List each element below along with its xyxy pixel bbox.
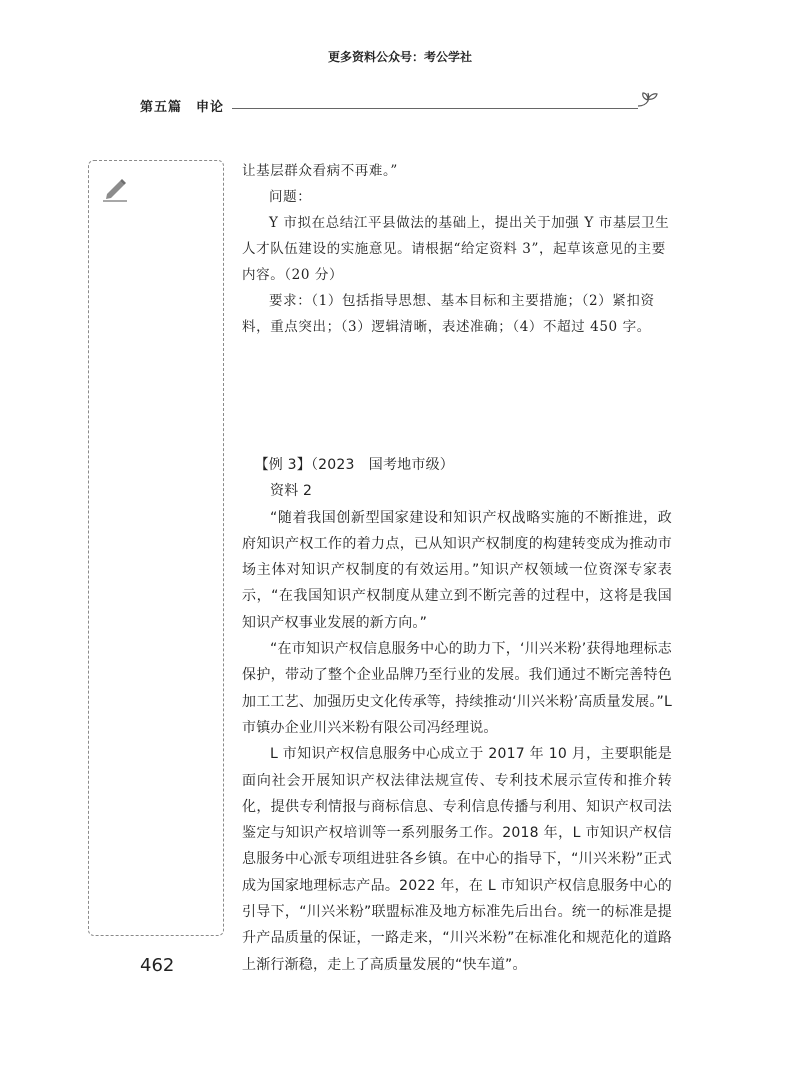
example-block xyxy=(242,452,672,978)
note-margin-box xyxy=(88,160,224,936)
example-source: （2023 国考地市级） xyxy=(310,457,454,473)
material-paragraph: “在市知识产权信息服务中心的助力下，‘川兴米粉’获得地理标志保护，带动了整个企业品牌乃至行业的发展。我们通过不断完善特色加工工艺、加强历史文化传承等，持续推动‘川兴米粉’高质量发展。”L 市镇办企业川兴米粉有限公司冯经理说。 xyxy=(242,641,672,736)
example-heading xyxy=(242,452,672,478)
header-rule xyxy=(232,108,638,109)
material-paragraph: L 市知识产权信息服务中心成立于 2017 年 10 月，主要职能是面向社会开展知识产权法律法规宣传、专利技术展示宣传和推介转化，提供专利情报与商标信息、专利信息传播与利用、知识产权司法鉴定与知识产权培训等一系列服务工作。2018 年，L 市知识产权信息服务中心派专项组进驻各乡镇。在中心的指导下，“川兴米粉”正式成为国家地理标志产品。2022 年，在 L 市知识产权信息服务中心的引导下，“川兴米粉”联盟标准及地方标准先后出台。统一的标准是提升产品质量的保证，一路走来，“川兴米粉”在标准化和规范化的道路上渐行渐稳，走上了高质量发展的“快车道”。 xyxy=(242,746,672,973)
pencil-icon xyxy=(101,175,131,203)
material-label: 资料 2 xyxy=(270,483,313,500)
example-label: 【例 3】 xyxy=(254,457,311,473)
header-banner: 更多资料公众号：考公学社 xyxy=(327,50,472,64)
page-number: 462 xyxy=(140,955,175,976)
question-block xyxy=(242,158,672,340)
question-label: 问题： xyxy=(269,189,312,205)
sprout-icon xyxy=(636,88,660,110)
continuation-text: 让基层群众看病不再难。” xyxy=(242,163,398,179)
running-head xyxy=(140,96,660,116)
requirements-text: 要求：（1）包括指导思想、基本目标和主要措施；（2）紧扣资料，重点突出；（3）逻辑清晰，表述准确；（4）不超过 450 字。 xyxy=(242,293,655,335)
material-paragraph: “随着我国创新型国家建设和知识产权战略实施的不断推进，政府知识产权工作的着力点，已从知识产权制度的构建转变成为推动市场主体对知识产权制度的有效运用。”知识产权领域一位资深专家表示，“在我国知识产权制度从建立到不断完善的过程中，这将是我国知识产权事业发展的新方向。” xyxy=(242,509,672,631)
question-text: Y 市拟在总结江平县做法的基础上，提出关于加强 Y 市基层卫生人才队伍建设的实施意见。请根据“给定资料 3”，起草该意见的主要内容。（20 分） xyxy=(242,215,670,283)
section-title: 第五篇 申论 xyxy=(140,100,225,115)
